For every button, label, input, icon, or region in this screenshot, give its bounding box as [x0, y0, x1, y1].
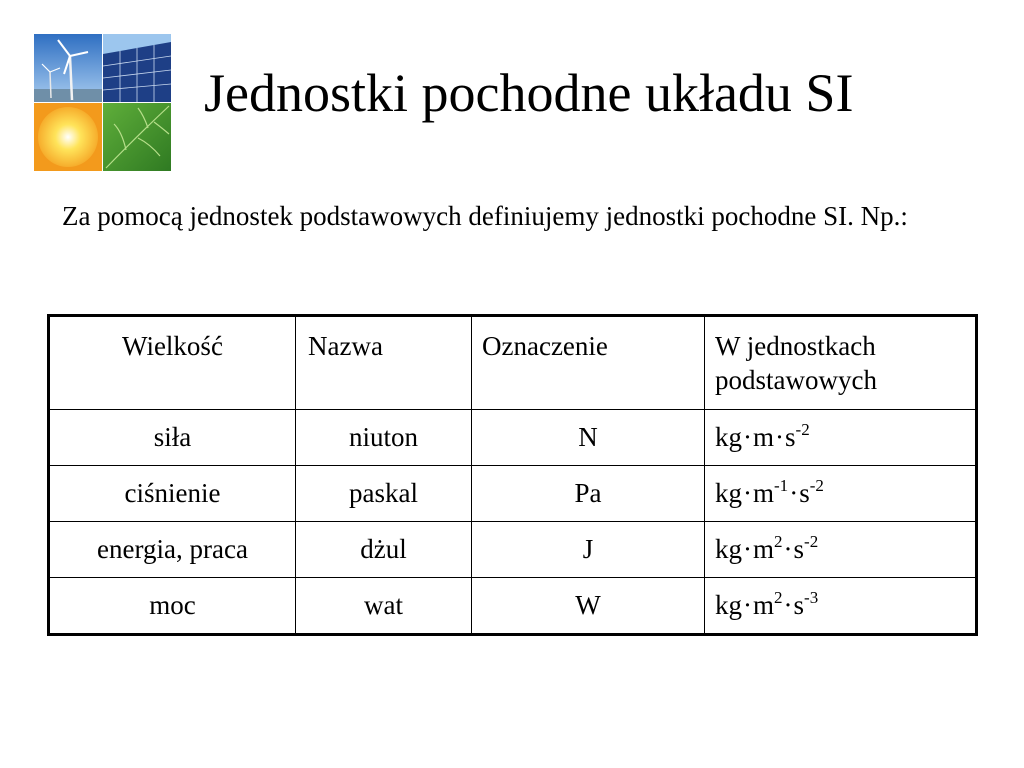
- cell-name: niuton: [296, 410, 472, 466]
- unit-s: s: [793, 590, 805, 620]
- unit-kg: kg: [715, 478, 742, 508]
- unit-dot: ·: [743, 534, 752, 564]
- unit-dot: ·: [783, 590, 793, 620]
- unit-dot: ·: [789, 478, 799, 508]
- unit-dot: ·: [783, 534, 793, 564]
- cell-symbol: W: [472, 578, 705, 635]
- unit-s: s: [799, 478, 810, 508]
- unit-kg: kg: [715, 422, 742, 452]
- unit-m: m: [753, 534, 775, 564]
- intro-text: Za pomocą jednostek podstawowych definiujemy jednostki pochodne SI. Np.:: [62, 201, 908, 231]
- cell-name: wat: [296, 578, 472, 635]
- header-base-units: W jednostkach podstawowych: [705, 316, 977, 410]
- cell-base-units: [705, 466, 977, 522]
- table-row: [49, 522, 977, 578]
- derived-units-table: [47, 314, 978, 636]
- cell-base-units: [705, 578, 977, 635]
- cell-symbol: N: [472, 410, 705, 466]
- unit-dot: ·: [743, 478, 752, 508]
- unit-dot: ·: [743, 422, 752, 452]
- unit-kg: kg: [715, 590, 742, 620]
- cell-quantity: energia, praca: [49, 522, 296, 578]
- header-name: Nazwa: [296, 316, 472, 410]
- header-quantity: Wielkość: [49, 316, 296, 410]
- unit-dot: ·: [775, 422, 785, 452]
- exp-s: -3: [804, 588, 819, 607]
- cell-quantity: ciśnienie: [49, 466, 296, 522]
- slide-title: Jednostki pochodne układu SI: [204, 63, 854, 123]
- exp-m: 2: [774, 532, 783, 551]
- exp-m: -1: [774, 476, 789, 495]
- cell-symbol: J: [472, 522, 705, 578]
- exp-m: 2: [774, 588, 783, 607]
- cell-base-units: [705, 522, 977, 578]
- cell-name: paskal: [296, 466, 472, 522]
- cell-name: dżul: [296, 522, 472, 578]
- unit-m: m: [753, 478, 775, 508]
- table-row: [49, 466, 977, 522]
- cell-quantity: moc: [49, 578, 296, 635]
- unit-kg: kg: [715, 534, 742, 564]
- cell-base-units: [705, 410, 977, 466]
- table-row: [49, 410, 977, 466]
- renewable-energy-collage-icon: [34, 34, 171, 171]
- header-symbol: Oznaczenie: [472, 316, 705, 410]
- unit-m: m: [753, 590, 775, 620]
- unit-s: s: [793, 534, 805, 564]
- cell-symbol: Pa: [472, 466, 705, 522]
- exp-s: -2: [804, 532, 819, 551]
- unit-dot: ·: [743, 590, 752, 620]
- cell-quantity: siła: [49, 410, 296, 466]
- exp-s: -2: [795, 420, 810, 439]
- unit-s: s: [785, 422, 796, 452]
- unit-m: m: [753, 422, 775, 452]
- table-row: [49, 578, 977, 635]
- exp-s: -2: [809, 476, 824, 495]
- table-header-row: [49, 316, 977, 410]
